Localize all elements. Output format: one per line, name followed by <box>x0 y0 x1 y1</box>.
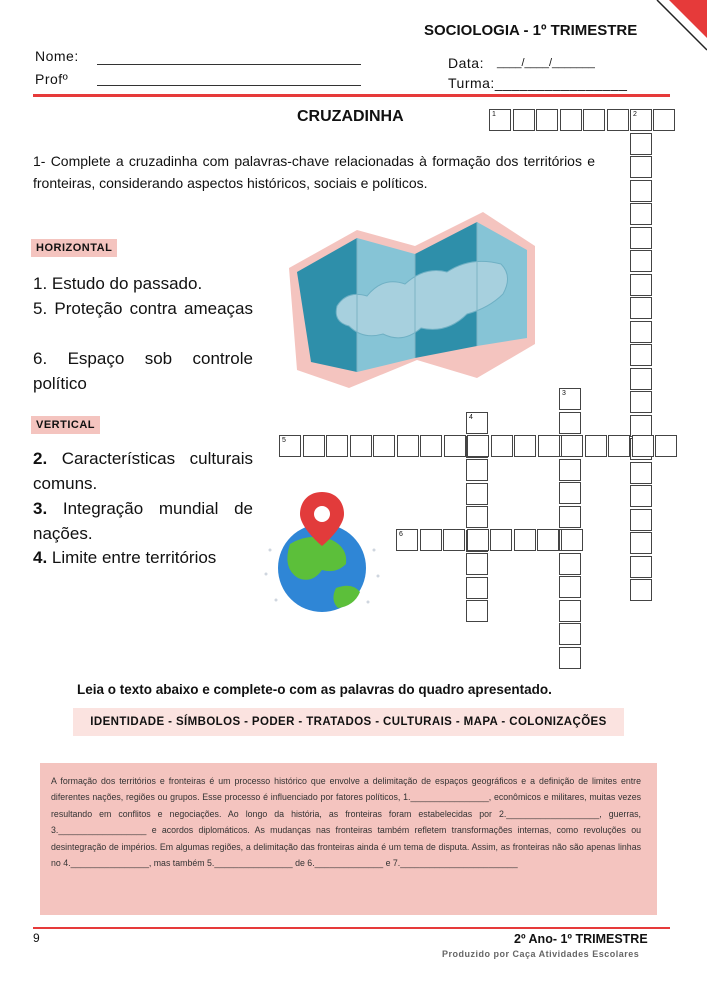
crossword-cell-v3[interactable] <box>559 553 581 575</box>
crossword-cell-h5[interactable] <box>538 435 560 457</box>
crossword-cell-v2[interactable] <box>630 133 652 155</box>
header-divider <box>33 94 670 97</box>
horizontal-badge: HORIZONTAL <box>31 239 117 257</box>
grade-label: 2º Ano- 1º TRIMESTRE <box>514 932 648 946</box>
crossword-cell-h1[interactable] <box>607 109 629 131</box>
crossword-cell-v2[interactable] <box>630 368 652 390</box>
crossword-cell-v2[interactable] <box>630 415 652 437</box>
globe-location-pin-icon <box>262 488 382 618</box>
crossword-cell-v4[interactable] <box>466 553 488 575</box>
crossword-cell-h6[interactable] <box>420 529 442 551</box>
crossword-cell-h5[interactable] <box>585 435 607 457</box>
crossword-cell-v4[interactable] <box>466 483 488 505</box>
turma-field[interactable]: Turma:________________ <box>448 75 628 91</box>
crossword-cell-h6[interactable] <box>396 529 418 551</box>
crossword-cell-v2[interactable] <box>630 391 652 413</box>
crossword-cell-v2[interactable] <box>630 344 652 366</box>
crossword-cell-v4[interactable] <box>466 577 488 599</box>
crossword-cell-h5[interactable] <box>326 435 348 457</box>
word-bank: IDENTIDADE - SÍMBOLOS - PODER - TRATADOS - CULTURAIS - MAPA - COLONIZAÇÕES <box>73 708 624 736</box>
crossword-cell-h5[interactable] <box>397 435 419 457</box>
crossword-cell-v3[interactable] <box>559 388 581 410</box>
crossword-cell-v3[interactable] <box>559 623 581 645</box>
vertical-badge: VERTICAL <box>31 416 100 434</box>
crossword-cell-v2[interactable] <box>630 556 652 578</box>
crossword-cell-h5[interactable] <box>561 435 583 457</box>
crossword-cell-h1[interactable] <box>583 109 605 131</box>
crossword-cell-v2[interactable] <box>630 532 652 554</box>
crossword-clue-number: 3 <box>562 390 566 397</box>
crossword-cell-h6[interactable] <box>561 529 583 551</box>
crossword-clue-number: 2 <box>633 111 637 118</box>
crossword-cell-h1[interactable] <box>513 109 535 131</box>
crossword-cell-v4[interactable] <box>466 459 488 481</box>
crossword-cell-h2[interactable] <box>653 109 675 131</box>
crossword-clue-number: 6 <box>399 531 403 538</box>
crossword-cell-v3[interactable] <box>559 459 581 481</box>
crossword-cell-v3[interactable] <box>559 647 581 669</box>
crossword-cell-h5[interactable] <box>444 435 466 457</box>
crossword-cell-h6[interactable] <box>490 529 512 551</box>
crossword-cell-v2[interactable] <box>630 227 652 249</box>
crossword-cell-v3[interactable] <box>559 482 581 504</box>
crossword-cell-v2[interactable] <box>630 321 652 343</box>
credit-label: Produzido por Caça Atividades Escolares <box>442 949 640 959</box>
nome-field[interactable] <box>97 64 361 65</box>
crossword-cell-h6[interactable] <box>467 529 489 551</box>
page-number: 9 <box>33 931 40 945</box>
crossword-cell-v4[interactable] <box>466 412 488 434</box>
crossword-cell-h5[interactable] <box>514 435 536 457</box>
crossword-cell-v2[interactable] <box>630 250 652 272</box>
corner-decoration <box>647 0 707 60</box>
crossword-cell-h5[interactable] <box>491 435 513 457</box>
crossword-cell-h5[interactable] <box>655 435 677 457</box>
crossword-clue-number: 1 <box>492 111 496 118</box>
crossword-cell-v3[interactable] <box>559 412 581 434</box>
footer-divider <box>33 927 670 929</box>
clue-vertical-4: 4. Limite entre territórios <box>33 548 217 567</box>
crossword-clue-number: 4 <box>469 414 473 421</box>
crossword-cell-h6[interactable] <box>537 529 559 551</box>
crossword-cell-v2[interactable] <box>630 579 652 601</box>
crossword-cell-v3[interactable] <box>559 576 581 598</box>
crossword-cell-v2[interactable] <box>630 203 652 225</box>
crossword-cell-v3[interactable] <box>559 600 581 622</box>
crossword-cell-v3[interactable] <box>559 506 581 528</box>
crossword-cell-v2[interactable] <box>630 297 652 319</box>
crossword-cell-h5[interactable] <box>350 435 372 457</box>
text-instruction: Leia o texto abaixo e complete-o com as palavras do quadro apresentado. <box>77 682 552 697</box>
clue-vertical-2: 2. Características culturais comuns. <box>33 449 253 493</box>
crossword-cell-h5[interactable] <box>467 435 489 457</box>
prof-field[interactable] <box>97 85 361 86</box>
clue-horizontal-6: 6. Espaço sob controle político <box>33 349 253 393</box>
crossword-cell-h5[interactable] <box>373 435 395 457</box>
folded-map-icon <box>287 210 537 390</box>
crossword-cell-h5[interactable] <box>279 435 301 457</box>
data-field[interactable]: ____/____/_______ <box>497 57 595 69</box>
crossword-cell-v2[interactable] <box>630 109 652 131</box>
crossword-cell-v4[interactable] <box>466 600 488 622</box>
crossword-cell-v2[interactable] <box>630 180 652 202</box>
clue-horizontal-1: 1. Estudo do passado. <box>33 274 203 293</box>
nome-label: Nome: <box>35 48 79 64</box>
crossword-cell-h6[interactable] <box>514 529 536 551</box>
crossword-cell-h1[interactable] <box>489 109 511 131</box>
page-title: SOCIOLOGIA - 1º TRIMESTRE <box>424 22 638 39</box>
crossword-cell-h5[interactable] <box>632 435 654 457</box>
clue-horizontal-5: 5. Proteção contra ameaças <box>33 299 253 318</box>
crossword-cell-h5[interactable] <box>608 435 630 457</box>
crossword-cell-h1[interactable] <box>560 109 582 131</box>
crossword-cell-v2[interactable] <box>630 462 652 484</box>
crossword-instruction: 1- Complete a cruzadinha com palavras-chave relacionadas à formação dos territórios e fronteiras, considerando aspectos históricos, sociais e políticos. <box>33 153 595 191</box>
crossword-cell-h6[interactable] <box>443 529 465 551</box>
clue-vertical-3: 3. Integração mundial de nações. <box>33 499 253 543</box>
data-label: Data: <box>448 55 484 71</box>
crossword-cell-v2[interactable] <box>630 274 652 296</box>
crossword-cell-v2[interactable] <box>630 485 652 507</box>
crossword-cell-h1[interactable] <box>536 109 558 131</box>
fill-in-paragraph[interactable]: A formação dos territórios e fronteiras é um processo histórico que envolve a delimitação de espaços geográficos e a definição de limites entre diferentes nações, regiões ou grupos. Esse processo é influenciado por fatores políticos, 1.________________, econômicos e militares, muitas vezes resultando em conflitos e negociações. Ao longo da história, as fronteiras foram estabelecidas por 2.___________________, guerras, 3.__________________ e acordos diplomáticos. As mudanças nas fronteiras também refletem transformações internas, como revoluções ou desintegração de impérios. Em algumas regiões, a delimitação das fronteiras ainda é um tema de disputa. Assim, as fronteiras não são apenas linhas no 4.________________, mas também 5.________________ de 6.______________ e 7.________________________ <box>51 776 641 869</box>
crossword-cell-v2[interactable] <box>630 156 652 178</box>
crossword-cell-v4[interactable] <box>466 506 488 528</box>
section-title: CRUZADINHA <box>297 108 404 125</box>
crossword-cell-h5[interactable] <box>420 435 442 457</box>
crossword-cell-v2[interactable] <box>630 509 652 531</box>
prof-label: Profº <box>35 71 69 87</box>
crossword-clue-number: 5 <box>282 437 286 444</box>
crossword-cell-h5[interactable] <box>303 435 325 457</box>
